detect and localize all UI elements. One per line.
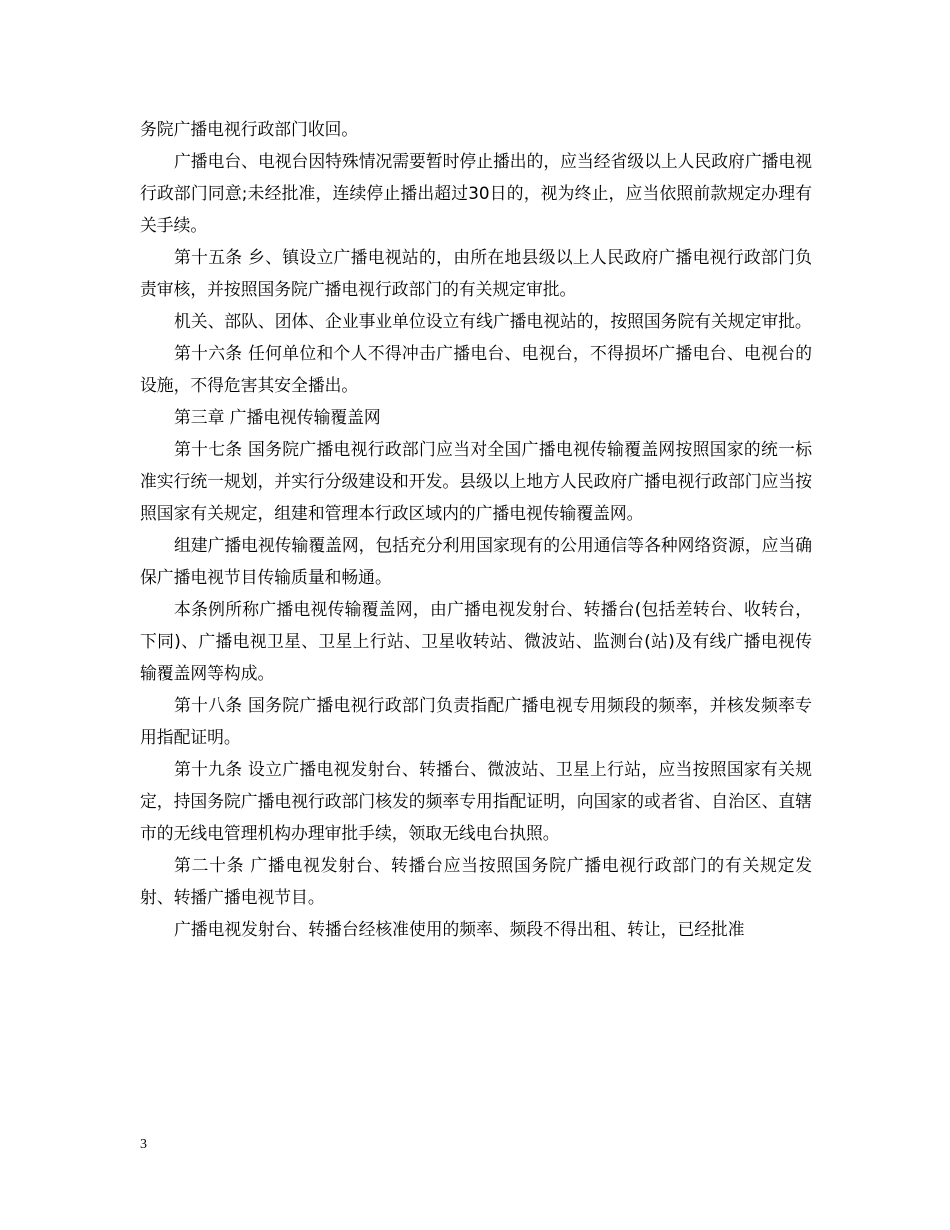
article-20: 第二十条 广播电视发射台、转播台应当按照国务院广播电视行政部门的有关规定发射、转播广播电视节目。 [140, 855, 812, 907]
article-16: 第十六条 任何单位和个人不得冲击广播电台、电视台，不得损坏广播电台、电视台的设施，不得危害其安全播出。 [140, 343, 812, 395]
paragraph-8: 组建广播电视传输覆盖网，包括充分利用国家现有的公用通信等各种网络资源，应当确保广播电视节目传输质量和畅通。 [140, 535, 812, 587]
article-18: 第十八条 国务院广播电视行政部门负责指配广播电视专用频段的频率，并核发频率专用指配证明。 [140, 695, 812, 747]
article-15: 第十五条 乡、镇设立广播电视站的，由所在地县级以上人民政府广播电视行政部门负责审核，并按照国务院广播电视行政部门的有关规定审批。 [140, 247, 812, 299]
page-number: 3 [140, 1137, 147, 1152]
chapter-3-heading: 第三章 广播电视传输覆盖网 [174, 407, 381, 427]
article-19: 第十九条 设立广播电视发射台、转播台、微波站、卫星上行站，应当按照国家有关规定，持国务院广播电视行政部门核发的频率专用指配证明，向国家的或者省、自治区、直辖市的无线电管理机构办理审批手续，领取无线电台执照。 [140, 759, 812, 843]
document-body [140, 113, 812, 945]
paragraph-1: 务院广播电视行政部门收回。 [140, 119, 359, 139]
article-17: 第十七条 国务院广播电视行政部门应当对全国广播电视传输覆盖网按照国家的统一标准实行统一规划，并实行分级建设和开发。县级以上地方人民政府广播电视行政部门应当按照国家有关规定，组建和管理本行政区域内的广播电视传输覆盖网。 [140, 439, 812, 523]
paragraph-13: 广播电视发射台、转播台经核准使用的频率、频段不得出租、转让，已经批准 [174, 919, 745, 939]
paragraph-9: 本条例所称广播电视传输覆盖网，由广播电视发射台、转播台(包括差转台、收转台，下同)、广播电视卫星、卫星上行站、卫星收转站、微波站、监测台(站)及有线广播电视传输覆盖网等构成。 [140, 599, 812, 683]
paragraph-4: 机关、部队、团体、企业事业单位设立有线广播电视站的，按照国务院有关规定审批。 [174, 311, 812, 331]
paragraph-2: 广播电台、电视台因特殊情况需要暂时停止播出的，应当经省级以上人民政府广播电视行政部门同意;未经批准，连续停止播出超过30日的，视为终止，应当依照前款规定办理有关手续。 [140, 151, 812, 235]
